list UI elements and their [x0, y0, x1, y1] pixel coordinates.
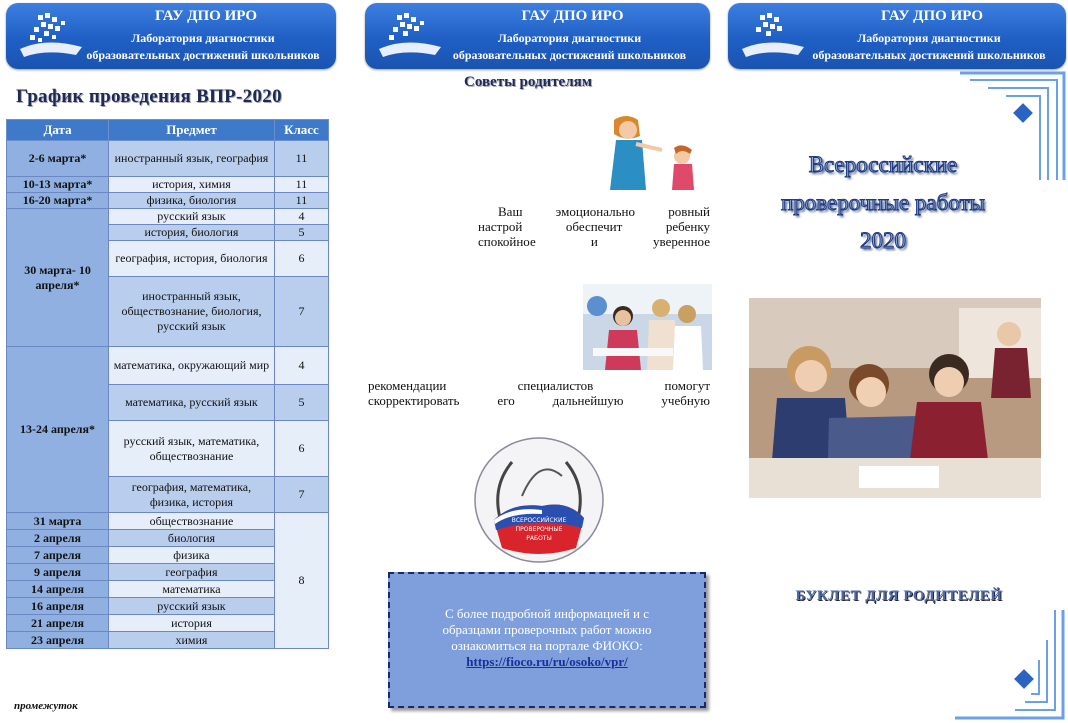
subject-cell: география: [109, 564, 275, 581]
booklet-label: БУКЛЕТ ДЛЯ РОДИТЕЛЕЙ: [795, 588, 1003, 604]
subject-cell: физика, биология: [109, 193, 275, 209]
header-banner-2: [365, 3, 710, 69]
emblem-text-2: ПРОВЕРОЧНЫЕ: [515, 526, 563, 533]
banner-title: ГАУ ДПО ИРО: [155, 8, 257, 24]
grade-cell: 11: [274, 141, 328, 177]
grade-cell: 5: [274, 385, 328, 421]
date-cell: 9 апреля: [7, 564, 109, 581]
classroom-photo: [583, 284, 712, 370]
date-cell: 16-20 марта*: [7, 193, 109, 209]
grade-cell: 4: [274, 209, 328, 225]
subject-cell: математика, русский язык: [109, 385, 275, 421]
grade-cell: 5: [274, 225, 328, 241]
banner-subtitle-1: Лаборатория диагностики: [131, 31, 275, 45]
subject-cell: география, математика, физика, история: [109, 477, 275, 513]
table-row: [7, 141, 329, 177]
subject-cell: география, история, биология: [109, 241, 275, 277]
grade-cell: 11: [274, 193, 328, 209]
grade-cell: 4: [274, 347, 328, 385]
advice-paragraph-1: Ваш эмоционально ровный настрой обеспечит ребенку спокойное и уверенное: [478, 204, 710, 249]
grade-cell: 6: [274, 241, 328, 277]
subject-cell: химия: [109, 632, 275, 649]
grade-cell: 7: [274, 277, 328, 347]
table-row: [7, 193, 329, 209]
subject-cell: иностранный язык, география: [109, 141, 275, 177]
col-header-grade: Класс: [274, 120, 328, 141]
date-cell: 30 марта- 10 апреля*: [7, 209, 109, 347]
subject-cell: история, химия: [109, 177, 275, 193]
fioco-link[interactable]: https://fioco.ru/ru/osoko/vpr/: [466, 654, 628, 669]
subject-cell: история, биология: [109, 225, 275, 241]
advice-paragraph-2: рекомендации специалистов помогут скорректировать его дальнейшую учебную: [368, 378, 710, 408]
col-header-subject: Предмет: [109, 120, 275, 141]
grade-cell: 7: [274, 477, 328, 513]
date-cell: 14 апреля: [7, 581, 109, 598]
date-cell: 31 марта: [7, 513, 109, 530]
table-row: [7, 209, 329, 225]
parent-child-illustration: [596, 112, 706, 192]
subject-cell: история: [109, 615, 275, 632]
subject-cell: обществознание: [109, 513, 275, 530]
banner-subtitle-2: образовательных достижений школьников: [812, 48, 1046, 62]
subject-cell: русский язык: [109, 598, 275, 615]
vpr-emblem-icon: [472, 436, 606, 564]
date-cell: 10-13 марта*: [7, 177, 109, 193]
grade-cell: 11: [274, 177, 328, 193]
subject-cell: физика: [109, 547, 275, 564]
banner-title: ГАУ ДПО ИРО: [521, 8, 624, 24]
schedule-table: [6, 119, 329, 649]
grade-cell: 6: [274, 421, 328, 477]
date-cell: 13-24 апреля*: [7, 347, 109, 513]
vpr-title: Всероссийские проверочные работы 2020: [780, 152, 986, 253]
students-photo: [749, 298, 1041, 498]
subject-cell: математика, окружающий мир: [109, 347, 275, 385]
banner-subtitle-2: образовательных достижений школьников: [86, 48, 320, 62]
subject-cell: русский язык: [109, 209, 275, 225]
info-box: С более подробной информацией и с образцами проверочных работ можно ознакомиться на портале ФИОКО: https://fioco.ru/ru/osoko/vpr/: [388, 572, 706, 708]
subject-cell: иностранный язык, обществознание, биология, русский язык: [109, 277, 275, 347]
table-row: [7, 347, 329, 385]
subject-cell: биология: [109, 530, 275, 547]
date-cell: 2-6 марта*: [7, 141, 109, 177]
header-banner-1: [6, 3, 336, 69]
emblem-text-1: ВСЕРОССИЙСКИЕ: [511, 517, 567, 524]
table-row: [7, 177, 329, 193]
subject-cell: математика: [109, 581, 275, 598]
emblem-text-3: РАБОТЫ: [526, 535, 552, 542]
table-row: [7, 513, 329, 530]
subject-cell: русский язык, математика, обществознание: [109, 421, 275, 477]
date-cell: 16 апреля: [7, 598, 109, 615]
banner-subtitle-1: Лаборатория диагностики: [857, 31, 1001, 45]
banner-subtitle-1: Лаборатория диагностики: [497, 31, 642, 45]
advice-title: Советы родителям: [464, 74, 592, 90]
footer-note: промежуток: [14, 700, 78, 712]
date-cell: 2 апреля: [7, 530, 109, 547]
date-cell: 21 апреля: [7, 615, 109, 632]
col-header-date: Дата: [7, 120, 109, 141]
banner-title: ГАУ ДПО ИРО: [881, 8, 983, 24]
banner-subtitle-2: образовательных достижений школьников: [452, 48, 687, 62]
date-cell: 7 апреля: [7, 547, 109, 564]
grade-cell: 8: [274, 513, 328, 649]
header-banner-3: [728, 3, 1066, 69]
corner-frame-bottom-right: [955, 610, 1068, 723]
date-cell: 23 апреля: [7, 632, 109, 649]
schedule-title: График проведения ВПР-2020: [16, 86, 282, 107]
